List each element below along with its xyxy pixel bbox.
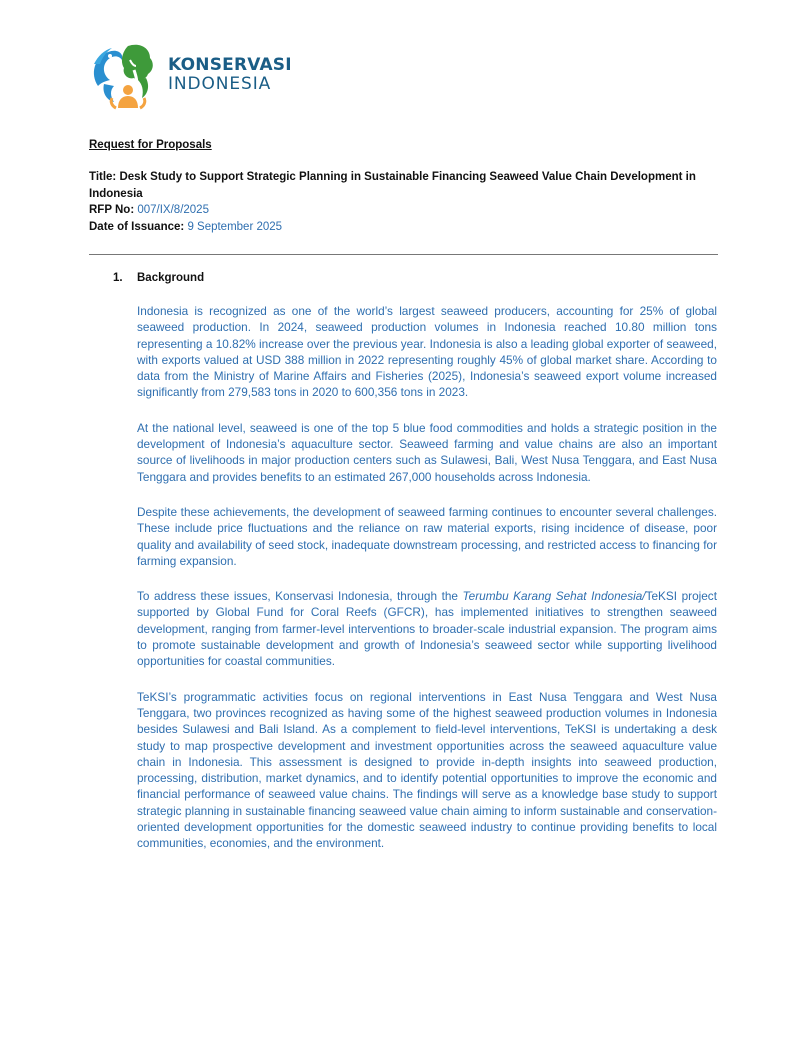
paragraph-teksi-activities: TeKSI’s programmatic activities focus on regional interventions in East Nusa Tenggara and West Nusa Tenggara, two provinces recognized as having some of the highest seaweed production volumes in Indonesia besides Sulawesi and Bali Island. As a complement to field-level interventions, TeKSI is undertaking a desk study to map prospective development and investment opportunities across the seaweed aquaculture value chain in Indonesia. This assessment is designed to provide in-depth insights into seaweed production, processing, distribution, market dynamics, and to identify potential opportunities to improve the economic and financial performance of seaweed value chains. The findings will serve as a knowledge base study to support strategic planning in sustainable financing seaweed value chain aiming to inform sustainable and conservation-oriented development opportunities for the domestic seaweed industry to continue providing benefits to local communities, economies, and the environment. <box>137 689 717 851</box>
rfp-number-label: RFP No: <box>89 204 135 216</box>
paragraph-4-italic: Terumbu Karang Sehat Indonesia/ <box>462 589 646 604</box>
title-line <box>89 169 729 202</box>
paragraph-production: Indonesia is recognized as one of the world’s largest seaweed producers, accounting for 25% of global seaweed production. In 2024, seaweed production volumes in Indonesia reached 10.80 million tons representing a 10.82% increase over the previous year. Indonesia is also a leading global exporter of seaweed, with exports valued at USD 388 million in 2022 representing roughly 45% of global market share. According to data from the Ministry of Marine Affairs and Fisheries (2025), Indonesia’s seaweed export volume increased significantly from 279,583 tons in 2020 to 600,356 tons in 2023. <box>137 304 717 400</box>
background-body <box>137 303 717 871</box>
rfp-number-line <box>89 202 729 219</box>
issuance-date-line <box>89 219 729 236</box>
konservasi-indonesia-logo-icon <box>88 40 162 110</box>
document-header <box>89 139 729 235</box>
logo-wordmark <box>168 57 292 93</box>
paragraph-4-part-a: To address these issues, Konservasi Indonesia, through the <box>137 589 463 604</box>
paragraph-national-level: At the national level, seaweed is one of the top 5 blue food commodities and holds a strategic position in the development of Indonesia’s aquaculture sector. Seaweed farming and value chains are also an important source of livelihoods in major production centers such as Sulawesi, Bali, West Nusa Tenggara, and East Nusa Tenggara and provides benefits to an estimated 267,000 households across Indonesia. <box>137 420 717 484</box>
issuance-date-label: Date of Issuance: <box>89 220 185 233</box>
title-text: Desk Study to Support Strategic Planning in Sustainable Financing Seaweed Value Chain Development in Indonesia <box>89 171 696 200</box>
issuance-date-value: 9 September 2025 <box>187 220 283 233</box>
paragraph-konservasi-initiatives <box>137 588 717 669</box>
section-heading <box>113 272 204 284</box>
paragraph-challenges: Despite these achievements, the development of seaweed farming continues to encounter several challenges. These include price fluctuations and the reliance on raw material exports, rising incidence of disease, poor quality and availability of seed stock, inadequate downstream processing, and restricted access to financing for farming expansion. <box>137 504 717 568</box>
title-label: Title: <box>89 171 117 183</box>
organization-logo <box>88 40 298 110</box>
logo-line-1: KONSERVASI <box>168 55 292 75</box>
header-divider <box>89 254 718 255</box>
section-number: 1. <box>113 272 123 284</box>
section-title: Background <box>137 272 205 284</box>
logo-line-2: INDONESIA <box>168 74 272 94</box>
paragraph-4-part-b: TeKSI project supported by Global Fund for Coral Reefs (GFCR), has implemented initiatives to strengthen seaweed development, ranging from farmer-level interventions to broader-scale industrial expansion. The program aims to promote sustainable development and growth of Indonesia’s seaweed sector while supporting livelihood opportunities for coastal communities. <box>137 589 717 669</box>
rfp-number-value: 007/IX/8/2025 <box>137 204 209 216</box>
rfp-heading: Request for Proposals <box>89 139 212 151</box>
